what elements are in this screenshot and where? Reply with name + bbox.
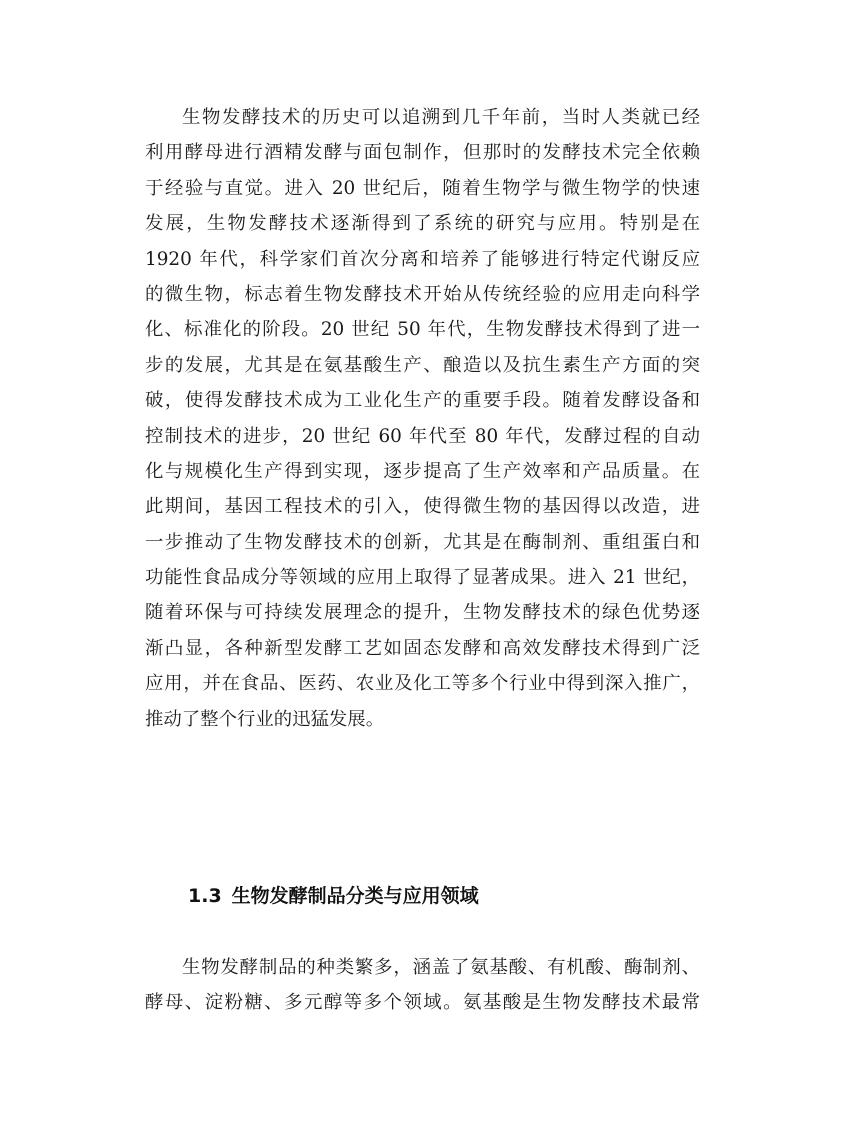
section-number: 1.3 bbox=[188, 885, 222, 907]
paragraph-line: 随着环保与可持续发展理念的提升，生物发酵技术的绿色优势逐 bbox=[145, 602, 700, 624]
paragraph-line: 酵母、淀粉糖、多元醇等多个领域。氨基酸是生物发酵技术最常 bbox=[145, 992, 700, 1014]
paragraph-line: 的微生物，标志着生物发酵技术开始从传统经验的应用走向科学 bbox=[145, 283, 700, 305]
paragraph-line: 1920 年代，科学家们首次分离和培养了能够进行特定代谢反应 bbox=[145, 248, 700, 270]
paragraph-line: 破，使得发酵技术成为工业化生产的重要手段。随着发酵设备和 bbox=[145, 390, 700, 412]
paragraph-line: 此期间，基因工程技术的引入，使得微生物的基因得以改造，进 bbox=[145, 496, 700, 518]
paragraph-line: 步的发展，尤其是在氨基酸生产、酿造以及抗生素生产方面的突 bbox=[145, 354, 700, 376]
paragraph-line: 一步推动了生物发酵技术的创新，尤其是在酶制剂、重组蛋白和 bbox=[145, 531, 700, 553]
paragraph-line: 生物发酵技术的历史可以追溯到几千年前，当时人类就已经 bbox=[182, 107, 700, 128]
paragraph-line: 控制技术的进步，20 世纪 60 年代至 80 年代，发酵过程的自动 bbox=[145, 425, 700, 447]
paragraph-line: 发展，生物发酵技术逐渐得到了系统的研究与应用。特别是在 bbox=[145, 213, 700, 235]
paragraph-line: 化、标准化的阶段。20 世纪 50 年代，生物发酵技术得到了进一 bbox=[145, 319, 700, 341]
paragraph-line: 功能性食品成分等领域的应用上取得了显著成果。进入 21 世纪， bbox=[145, 567, 700, 589]
paragraph-line: 化与规模化生产得到实现，逐步提高了生产效率和产品质量。在 bbox=[145, 460, 700, 482]
section-title: 生物发酵制品分类与应用领域 bbox=[231, 885, 479, 907]
section-heading bbox=[188, 878, 479, 914]
paragraph-line: 于经验与直觉。进入 20 世纪后，随着生物学与微生物学的快速 bbox=[145, 177, 700, 199]
paragraph-line: 生物发酵制品的种类繁多，涵盖了氨基酸、有机酸、酶制剂、 bbox=[182, 957, 700, 978]
history-paragraph bbox=[145, 100, 700, 737]
paragraph-line: 渐凸显，各种新型发酵工艺如固态发酵和高效发酵技术得到广泛 bbox=[145, 637, 700, 659]
paragraph-line: 利用酵母进行酒精发酵与面包制作，但那时的发酵技术完全依赖 bbox=[145, 142, 700, 164]
paragraph-line: 应用，并在食品、医药、农业及化工等多个行业中得到深入推广， bbox=[145, 673, 700, 695]
paragraph-line: 推动了整个行业的迅猛发展。 bbox=[145, 708, 385, 730]
categories-paragraph bbox=[145, 950, 700, 1021]
